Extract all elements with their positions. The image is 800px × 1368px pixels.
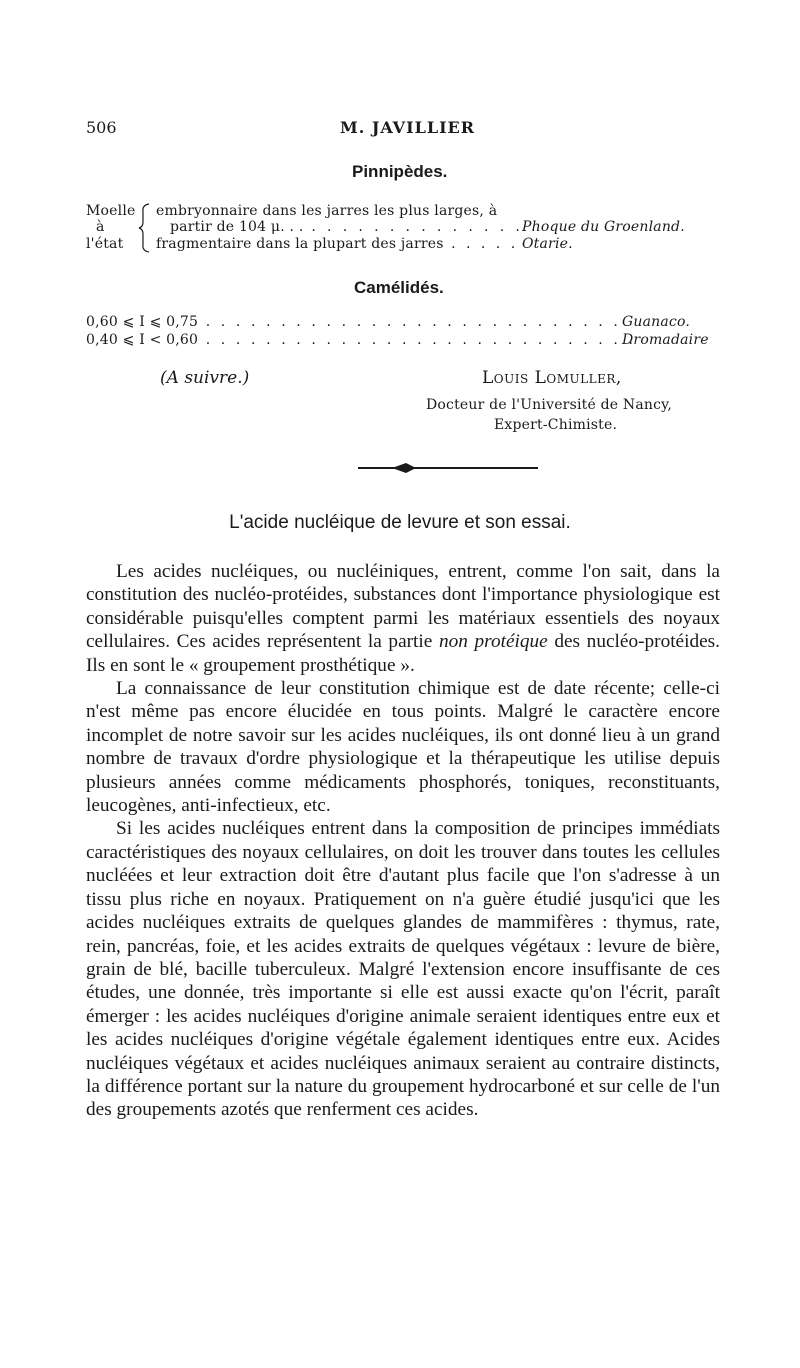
camelides-result-guanaco: Guanaco. (622, 314, 690, 330)
page-number: 506 (86, 118, 117, 137)
author-title-1: Docteur de l'Université de Nancy, (426, 397, 673, 413)
paragraph-1: Les acides nucléiques, ou nucléiniques, entrent, comme l'on sait, dans la constitution des nucléo-protéides, substances dont l'importance physiologique est considérable puisqu'elles comptent parmi les matériaux essentiels des noyaux cellulaires. Ces acides représentent la partie non protéique des nucléo-protéides. Ils en sont le « groupement prosthétique ». (86, 561, 720, 676)
divider-ornament-icon (392, 462, 416, 474)
brace-icon (138, 202, 152, 254)
section-title-pinnipedes: Pinnipèdes. (352, 162, 448, 181)
pinnipedes-line-1: embryonnaire dans les jarres les plus larges, à (156, 203, 498, 219)
article-title: L'acide nucléique de levure et son essai. (229, 512, 571, 533)
running-head: M. JAVILLIER (340, 118, 476, 137)
author-title-2: Expert-Chimiste. (494, 417, 618, 433)
brace-label-moelle: Moelle (86, 203, 136, 219)
pinnipedes-line-3: fragmentaire dans la plupart des jarres . . . . . (156, 236, 519, 252)
camelides-result-dromadaire: Dromadaire (622, 332, 709, 348)
brace-label-a: à (96, 219, 105, 235)
pinnipedes-line-2: partir de 104 μ. . . . . . . . . . . . . . . . . . (170, 219, 539, 235)
camelides-row-1: 0,60 ⩽ I ⩽ 0,75 . . . . . . . . . . . . . . . . . . . . . . . . . . . . (86, 314, 621, 330)
paragraph-3: Si les acides nucléiques entrent dans la composition de principes immédiats caractéristiques des noyaux cellulaires, on doit les trouver dans toutes les cellules nucléées et leur extraction doit être d'autant plus facile que l'on s'adresse à un tissu plus riche en noyaux. Pratiquement on n'a guère étudié jusqu'ici que les acides nucléiques extraits de quelques glandes de mammifères : thymus, rate, rein, pancréas, foie, et les acides extraits de quelques végétaux : levure de bière, grain de blé, bacille tuberculeux. Malgré l'extension encore insuffisante de ces études, une donnée, très importante si elle est aussi exacte qu'on l'écrit, paraît émerger : les acides nucléiques d'origine animale seraient identiques entre eux et les acides nucléiques d'origine végétale également identiques entre eux. Acides nucléiques végétaux et acides nucléiques animaux seraient au contraire distincts, la différence portant sur la nature du groupement hydrocarboné et sur celle de l'un des groupements azotés que renferment ces acides. (86, 818, 720, 1121)
section-divider (358, 467, 538, 469)
pinnipedes-result-phoque: Phoque du Groenland. (522, 219, 685, 235)
author-name: Louis Lomuller, (482, 368, 622, 388)
paragraph-2: La connaissance de leur constitution chimique est de date récente; celle-ci n'est même pas encore élucidée en tous points. Malgré le caractère encore incomplet de notre savoir sur les acides nucléiques, ils ont donné lieu à un grand nombre de travaux d'ordre physiologique et la thérapeutique les utilise depuis plusieurs années comme médicaments phosphorés, toniques, reconstituants, leucogènes, anti-infectieux, etc. (86, 678, 720, 817)
pinnipedes-result-otarie: Otarie. (522, 236, 573, 252)
a-suivre: (A suivre.) (160, 368, 250, 388)
article-body (86, 560, 720, 1122)
section-title-camelides: Camélidés. (354, 278, 444, 297)
camelides-row-2: 0,40 ⩽ I < 0,60 . . . . . . . . . . . . . . . . . . . . . . . . . . . . . (86, 332, 637, 348)
brace-label-etat: l'état (86, 236, 124, 252)
